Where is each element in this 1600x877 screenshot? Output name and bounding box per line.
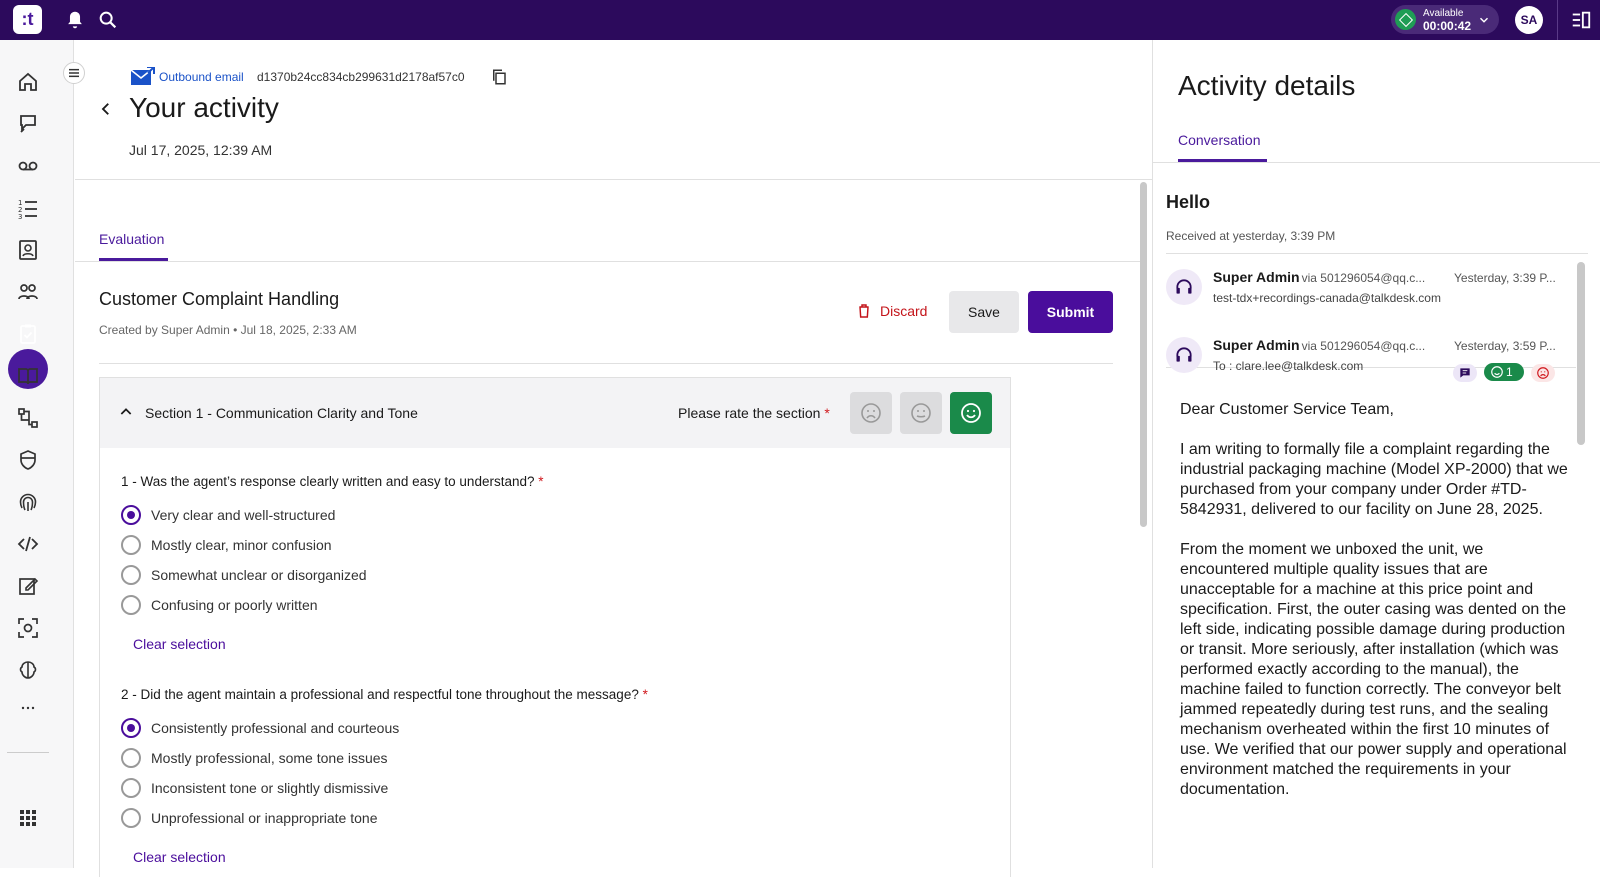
flow-icon[interactable] [14,404,42,432]
happy-face-icon [959,401,983,425]
question-1: 1 - Was the agent’s response clearly written and easy to understand? * [121,474,544,489]
svg-text:1: 1 [18,199,23,207]
option-q2-2[interactable] [121,748,388,768]
activity-date: Jul 17, 2025, 12:39 AM [129,142,273,158]
outbound-email-icon [131,67,155,85]
radio-selected[interactable] [121,718,141,738]
option-q1-2[interactable] [121,535,332,555]
panel-title: Activity details [1178,70,1356,101]
positive-sentiment-badge[interactable] [1484,363,1524,381]
divider [1557,0,1558,40]
page-title: Your activity [129,92,279,123]
radio[interactable] [121,565,141,585]
chevron-up-icon[interactable] [118,404,134,420]
email-paragraph: Dear Customer Service Team, [1180,401,1394,418]
app-grid-icon[interactable] [14,804,42,832]
option-label: Very clear and well-structured [151,507,336,523]
option-q2-4[interactable] [121,808,377,828]
option-label: Mostly professional, some tone issues [151,750,388,766]
status-available-icon [1395,9,1416,30]
clipboard-check-icon[interactable] [14,320,42,348]
tab-conversation[interactable]: Conversation [1178,132,1261,148]
divider [75,179,1153,180]
option-label: Confusing or poorly written [151,597,318,613]
form-title: Customer Complaint Handling [99,289,340,309]
radio[interactable] [121,535,141,555]
radio[interactable] [121,595,141,615]
radio[interactable] [121,748,141,768]
bell-icon[interactable] [64,9,86,31]
clear-selection-q1[interactable]: Clear selection [133,636,226,652]
email-body [1180,400,1570,820]
form-meta: Created by Super Admin • Jul 18, 2025, 2:33 AM [99,323,357,337]
chat-icon [1458,366,1472,380]
collapse-nav-button[interactable] [63,62,85,84]
rate-neutral-button[interactable] [900,392,942,434]
rate-section-label: Please rate the section * [678,405,830,421]
divider [99,363,1113,364]
message-time: Yesterday, 3:59 P... [1454,339,1556,353]
neutral-face-icon [909,401,933,425]
svg-text:2: 2 [18,206,23,214]
clear-selection-q2[interactable]: Clear selection [133,849,226,865]
option-q1-3[interactable] [121,565,367,585]
trash-icon [856,303,872,319]
user-avatar[interactable]: SA [1515,6,1543,34]
sad-face-icon [859,401,883,425]
interaction-id: d1370b24cc834cb299631d2178af57c0 [257,70,465,84]
radio-selected[interactable] [121,505,141,525]
message-sender: Super Admin via 501296054@qq.c... [1213,269,1426,285]
divider [1153,162,1600,163]
code-icon[interactable] [14,530,42,558]
divider [75,261,1140,262]
chat-badge[interactable] [1453,364,1477,382]
shield-icon[interactable] [14,446,42,474]
message-recipient: test-tdx+recordings-canada@talkdesk.com [1213,291,1441,305]
tab-evaluation[interactable]: Evaluation [99,231,165,247]
discard-label: Discard [880,303,928,319]
option-label: Unprofessional or inappropriate tone [151,810,378,826]
email-subject: Hello [1166,192,1211,212]
agent-avatar [1166,269,1202,305]
option-label: Somewhat unclear or disorganized [151,567,367,583]
menu-icon [64,63,84,83]
fingerprint-icon[interactable] [14,488,42,516]
headset-icon [1174,345,1194,365]
evaluation-section [99,377,1011,877]
message-time: Yesterday, 3:39 P... [1454,271,1556,285]
back-arrow-icon[interactable] [97,100,115,118]
status-timer: 00:00:42 [1423,19,1472,33]
save-button[interactable]: Save [949,291,1019,333]
more-apps-icon[interactable] [14,694,42,722]
option-label: Mostly clear, minor confusion [151,537,332,553]
top-bar [0,0,1600,40]
section-header[interactable] [100,378,1010,448]
question-2: 2 - Did the agent maintain a professional and respectful tone throughout the message? * [121,687,648,702]
received-time: Received at yesterday, 3:39 PM [1166,229,1336,243]
option-label: Inconsistent tone or slightly dismissive [151,780,389,796]
interaction-type: Outbound email [159,70,244,84]
chevron-down-icon [1477,13,1491,27]
rate-happy-button[interactable] [950,392,992,434]
headset-icon [1174,277,1194,297]
radio[interactable] [121,778,141,798]
contacts-icon[interactable] [14,236,42,264]
option-label: Consistently professional and courteous [151,720,400,736]
agent-status-selector[interactable] [1391,5,1499,34]
left-nav-rail [0,40,74,868]
message-sender: Super Admin via 501296054@qq.c... [1213,337,1426,353]
search-icon[interactable] [97,9,119,31]
email-paragraph: I am writing to formally file a complaint regarding the industrial packaging machine (Model XP-2000) that we purchased from your company under Order #TD-5842931, delivered to our facility on June 28, 2025. [1180,441,1568,518]
divider [1166,253,1588,254]
radio[interactable] [121,808,141,828]
negative-sentiment-badge[interactable] [1531,364,1555,382]
screen-capture-icon[interactable] [14,614,42,642]
agent-avatar [1166,337,1202,373]
message-recipient: To : clare.lee@talkdesk.com [1213,359,1364,373]
option-q1-1[interactable] [121,505,335,525]
voicemail-icon[interactable] [14,152,42,180]
svg-text:3: 3 [18,213,23,220]
option-q2-3[interactable] [121,778,388,798]
knowledge-book-icon[interactable] [14,362,42,390]
section-title: Section 1 - Communication Clarity and Tone [145,405,418,421]
option-q1-4[interactable] [121,595,318,615]
discard-button[interactable] [850,291,942,331]
team-icon[interactable] [14,278,42,306]
home-icon[interactable] [14,68,42,96]
rail-divider [7,752,49,753]
main-scrollbar[interactable] [1140,182,1147,527]
panel-scrollbar[interactable] [1577,262,1585,445]
conversations-icon[interactable] [14,110,42,138]
copy-icon[interactable] [490,68,508,86]
happy-face-icon [1490,365,1504,379]
sad-face-icon [1536,366,1550,380]
edit-note-icon[interactable] [14,572,42,600]
status-label: Available [1423,8,1464,19]
app-logo[interactable]: :t [13,5,42,34]
side-panel-toggle-icon[interactable] [1570,9,1592,31]
positive-count: 1 [1506,365,1513,379]
email-paragraph: From the moment we unboxed the unit, we encountered multiple quality issues that are unacceptable for a machine at this price point and specification. First, the outer casing was dented on the left side, indicating possible damage during production or transit. More seriously, after installation (which was performed exactly according to the manual), the machine failed to function correctly. The conveyor belt jammed repeatedly during test runs, and the sealing mechanism overheated within the first 10 minutes of use. We verified that our power supply and operational environment matched the requirements in your documentation. [1180,541,1567,798]
list-icon[interactable] [14,194,42,222]
ai-brain-icon[interactable] [14,656,42,684]
option-q2-1[interactable] [121,718,399,738]
submit-button[interactable]: Submit [1028,291,1113,333]
rate-sad-button[interactable] [850,392,892,434]
